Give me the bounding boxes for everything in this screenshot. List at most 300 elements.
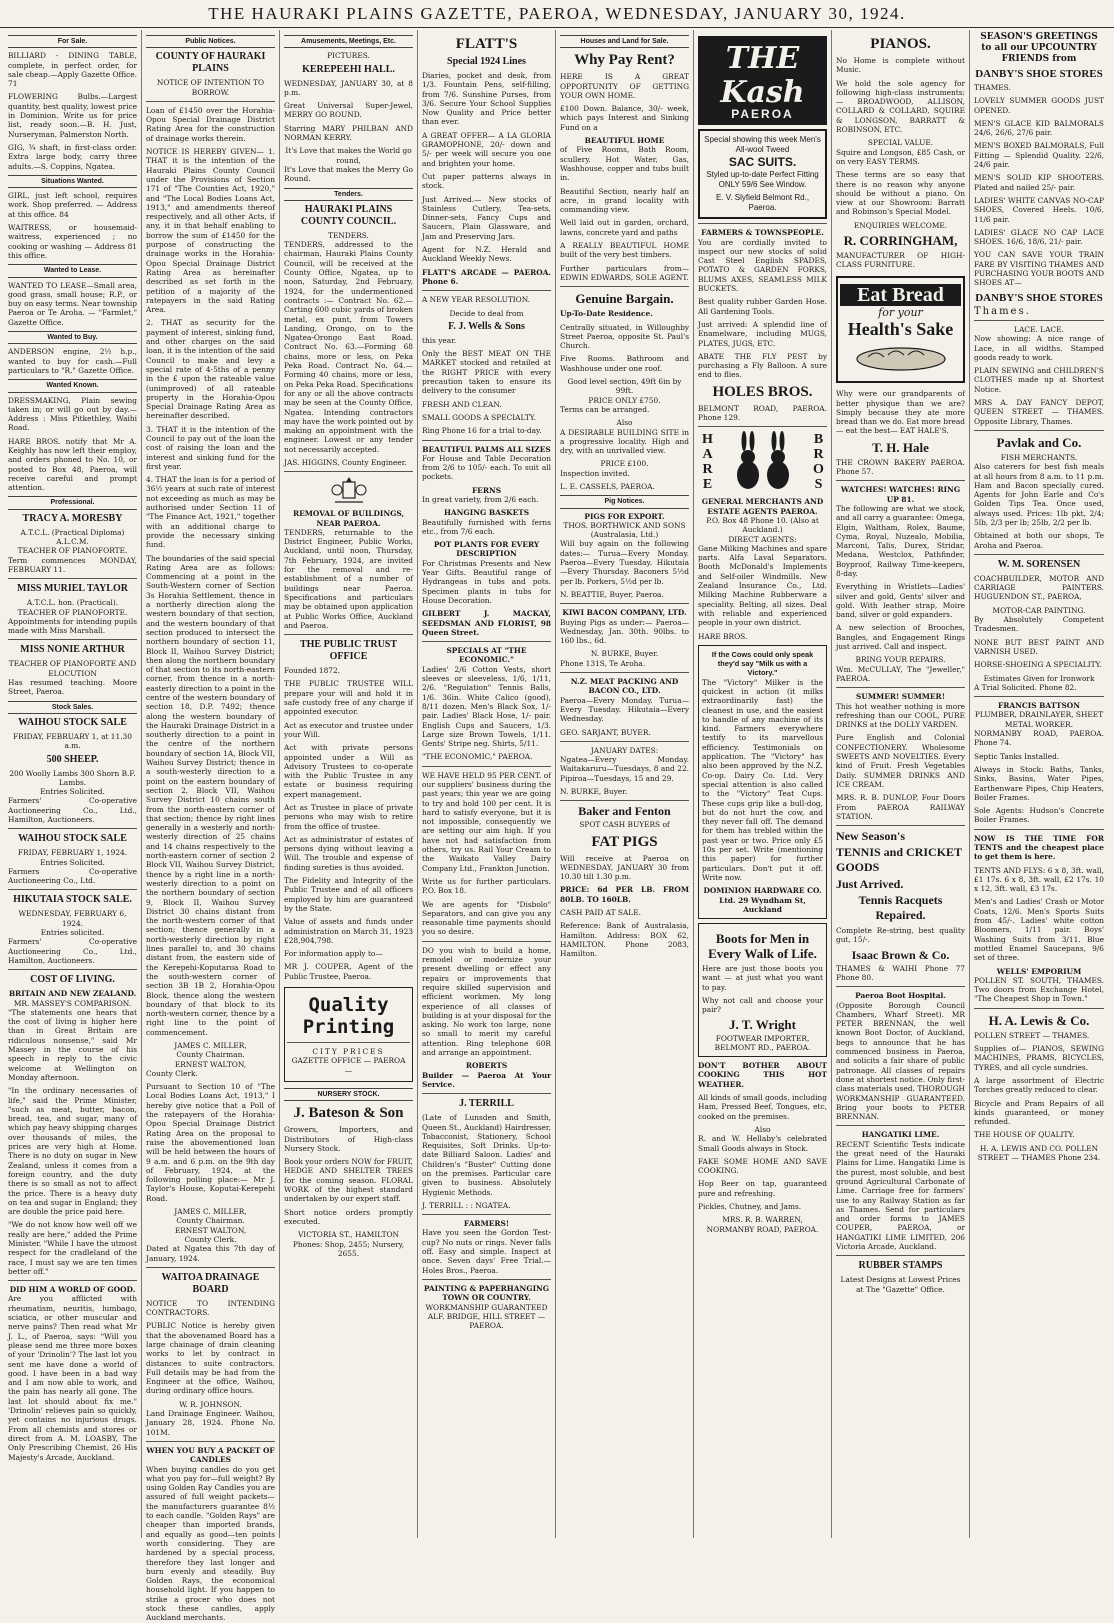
ad-title: HANGING BASKETS bbox=[443, 508, 530, 518]
ad-text: A large assortment of Electric Torches greatly reduced to clear. bbox=[974, 1075, 1104, 1095]
ad-text: N. BURKE, Buyer. bbox=[590, 649, 659, 659]
ad-title: Health's Sake bbox=[847, 318, 954, 339]
classified-ad: ANDERSON engine, 2½ h.p., wanted to buy for cash.—Full particulars to "R." Gazette Office. bbox=[8, 347, 137, 375]
ad-text: VICTORIA ST., HAMILTON bbox=[297, 1230, 400, 1240]
section-header: For Sale. bbox=[8, 35, 137, 48]
ad-title: POT PLANTS FOR EVERY DESCRIPTION bbox=[433, 540, 540, 559]
ad-text: HARE BROS. bbox=[698, 631, 748, 641]
classified-ad: DRESSMAKING, Plain sewing taken in; or will go out by day.—Address : Miss Pitkethley, Waihi Road. bbox=[8, 395, 137, 433]
ad-title: HOLES BROS. bbox=[712, 383, 813, 400]
ad-title: Eat Bread bbox=[840, 284, 961, 306]
ad-text: Pickles, Chutney, and Jams. bbox=[698, 1202, 802, 1212]
column-4 bbox=[418, 30, 556, 1538]
ad-text: NONE BUT BEST PAINT AND VARNISH USED. bbox=[974, 637, 1104, 656]
article-paragraph: Are you afflicted with rheumatism, neuritis, lumbago, sciatica, or other muscular and nerve pains? Then read what Mr J. L., of Paeroa, says: "Will you please send me three more boxes of your 'Drinolin'? The last lot you sent me have done a world of good. I have been in a bad way and I am now able to work, and the pain has nearly all gone. The last lot should about fix me." 'Drinolin' relieves pain so quickly, yet contains no injurious drugs. From all chemists and stores or direct from A. M. LOASBY, The Only Prescribing Chemist, 26 His Majesty's Arcade, Auckland. bbox=[8, 1294, 137, 1462]
classified-ad: FLOWERING Bulbs.—Largest quantity, best quality, lowest price in Dominion. Write us for price list, ready soon.—B. H. Just, Nurseryman, Palmerston North. bbox=[8, 92, 137, 139]
ad-text: Now showing: A nice range of Lace, in all widths. Stamped goods ready to work. bbox=[974, 334, 1104, 362]
ad-text: A GREAT OFFER— A LA GLORIA GRAMOPHONE, 20/- down and 5/- per week will secure you one and brighten your home. bbox=[422, 130, 551, 168]
ad-text: Act as Trustee in place of private persons who may wish to retire from the office of trustee. bbox=[284, 803, 413, 831]
signature-role: County Chairman. bbox=[176, 1216, 245, 1226]
ad-text: HERE IS A GREAT OPPORTUNITY OF GETTING YOUR OWN HOME. bbox=[560, 72, 689, 100]
ad-title: THE PUBLIC TRUST OFFICE bbox=[299, 639, 398, 663]
article-paragraph: "We do not know how well off we really are here," added the Prime Minister. "While I have the utmost respect for the cradleland of the race, I must say we are ten times better off." bbox=[8, 1220, 137, 1276]
ad-text: Also bbox=[754, 1124, 771, 1134]
notice-paragraph: Dated at Ngatea this 7th day of January, 1924. bbox=[146, 1244, 275, 1263]
ad-text: £100 Down. Balance, 30/- week, which pays Interest and Sinking Fund on a bbox=[560, 104, 689, 132]
ad-text: Farmers' Co-operative Auctioneering Co., Ltd., Hamilton, Auctioneers. bbox=[8, 796, 137, 824]
signature-name: JAMES C. MILLER, bbox=[174, 1207, 247, 1217]
ad-text: J. TERRILL : : NGATEA. bbox=[422, 1200, 511, 1210]
ad-text: Buying Pigs as under:— Paeroa—Wednesday, Jan. 30th. 90lbs. to 160 lbs., 6d. bbox=[560, 617, 689, 646]
ad-text: Growers, Importers, and Distributors of High-class Nursery Stock. bbox=[284, 1125, 413, 1153]
ad-text: Act as executor and trustee under your Will. bbox=[284, 720, 413, 739]
notice-subtitle: NOTICE TO INTENDING CONTRACTORS. bbox=[146, 1298, 275, 1318]
ad-title: DON'T BOTHER ABOUT COOKING THIS HOT WEATHER. bbox=[698, 1061, 827, 1089]
ad-text: Pure English and Colonial CONFECTIONERY. Wholesome SWEETS AND NOVELTIES. Every kind of Fruit. Fresh Vegetables Daily. SUMMER DRINKS AND ICE CREAM. bbox=[836, 733, 965, 789]
ad-text: The "Victory" Milker is the quickest in action (it milks extraordinarily fast) the cleanest in use, and the easiest to handle of any machine of its kind. Farmers everywhere testify to its marvellous efficiency. Testimonials on application. The "Victory" has also been approved by the N.Z. Co-op. Dairy Co. Ltd. Very special attention is also called to the "Victory" Teat Cups. These cups grip like a bull-dog, but do not hurt the cow, and they never fall off. The demand for them has trebled within the past year or two. Price only £5 10s per set. Write (mentioning this paper) for further particulars. Don't put it off. Write now. bbox=[702, 677, 823, 882]
ad-text: R. and W. Hellaby's celebrated Small Goods always in Stock. bbox=[698, 1134, 827, 1153]
ad-text: FRIDAY, FEBRUARY 1, at 11.30 a.m. bbox=[13, 731, 132, 751]
ad-text: Entries Solicited. bbox=[40, 787, 105, 797]
ad-title: R. CORRINGHAM, bbox=[843, 233, 958, 249]
ad-title: KEREPEEHI HALL. bbox=[302, 63, 395, 75]
ad-title: HIKUTAIA STOCK SALE. bbox=[13, 894, 132, 906]
ad-text: Term commences MONDAY, FEBRUARY 11. bbox=[8, 555, 137, 574]
ad-text: SMALL GOODS A SPECIALTY. bbox=[422, 412, 537, 422]
ad-text: MRS A. DAY FANCY DEPOT, QUEEN STREET — THAMES. Opposite Library, Thames. bbox=[974, 398, 1104, 426]
ad-title: SUMMER! SUMMER! bbox=[856, 692, 945, 702]
notice-paragraph: NOTICE IS HEREBY GIVEN— 1. THAT it is the intention of the Hauraki Plains County Council under the Provisions of Section 171 of "The Counties Act, 1920," and "The Local Bodies Loans Act, 1913," and amendments thereof respectively, and all other Acts, if any, it in that behalf enabling to borrow the sum of £1450 for the purpose of constructing the drainage works in the Horahia-Opou Special Drainage District Rating Area as hereinafter described as set forth in the petition of a majority of the ratepayers in the said Rating Area. bbox=[146, 147, 275, 315]
ad-text: Entries Solicited. bbox=[40, 857, 105, 867]
boots-ad bbox=[698, 923, 827, 1057]
ad-title: TENNIS and CRICKET GOODS bbox=[836, 845, 962, 875]
ad-text: Founded 1872. bbox=[284, 666, 341, 676]
classified-ad: GIRL, just left school, requires work. Shop preferred. — Address at this office. 84 bbox=[8, 191, 137, 219]
ad-title: GENERAL MERCHANTS AND ESTATE AGENTS PAEROA. bbox=[701, 497, 824, 516]
ad-text: Great Universal Super-Jewel, MERRY GO ROUND. bbox=[284, 101, 413, 120]
ad-text: P.O. Box 48 Phone 10. (Also at Auckland.) bbox=[706, 515, 819, 535]
column-8 bbox=[970, 30, 1108, 1538]
ad-title: Printing bbox=[302, 1016, 395, 1039]
ad-text: Gane Milking Machines and spare parts. Alfa Laval Separators. Booth McDonald's Implements and Self-oiler Windmills. New Zealand Insurance Co., Ltd. Milking Machine Rubberware a speciality. Belting, all sizes. Deal with reliable and experienced people in your own district. bbox=[698, 543, 827, 628]
ad-text: Obtained at both our shops, Te Aroha and Paeroa. bbox=[974, 531, 1104, 550]
ad-text: Farmers' Co-operative Auctioneering Co., Ltd., Hamilton, Auctioneers. bbox=[8, 937, 137, 965]
ad-text: PLAIN SEWING and CHILDREN'S CLOTHES made up at Shortest Notice. bbox=[974, 366, 1104, 394]
ad-text: ABATE THE FLY PEST by purchasing a Fly Balloon. A sure end to flies. bbox=[698, 351, 827, 380]
ad-text: BELMONT ROAD, PAEROA. Phone 129. bbox=[698, 403, 827, 423]
signature-name: ERNEST WALTON, bbox=[174, 1225, 247, 1235]
ad-title: Genuine Bargain. bbox=[575, 291, 674, 307]
ad-text: Ring Phone 16 for a trial to-day. bbox=[422, 426, 542, 436]
ad-title: KIWI BACON COMPANY, LTD. bbox=[562, 608, 687, 618]
ad-text: Wm. McCULLAY, The "Jeweller," PAEROA. bbox=[836, 664, 965, 683]
ad-text: MEN'S SOLID KIP SHOOTERS. Plated and nailed 25/- pair. bbox=[974, 173, 1104, 192]
ad-text: POLLEN ST. SOUTH, THAMES. Two doors from Exchange Hotel, "The Cheapest Shop in Town." bbox=[974, 975, 1104, 1004]
ad-text: MR J. COUPER, Agent of the Public Trustee, Paeroa. bbox=[284, 962, 413, 981]
ad-title: HARE bbox=[700, 432, 715, 493]
ad-text: Decide to deal from bbox=[449, 308, 524, 318]
ad-text: Appointments for intending pupils made with Miss Marshall. bbox=[8, 616, 137, 636]
ad-text: FLATT'S ARCADE — PAEROA. Phone 6. bbox=[422, 267, 551, 286]
ad-text: Well laid out in garden, orchard, lawns, concrete yard and paths bbox=[560, 218, 689, 237]
ad-title: Isaac Brown & Co. bbox=[851, 947, 950, 962]
classified-ad: WANTED TO LEASE—Small area, good grass, small house; R.P., or buy on easy terms. Near township Paeroa or Te Aroha. — "Farmlet," Gazette Office. bbox=[8, 280, 137, 327]
victory-milker-ad bbox=[698, 645, 827, 919]
columns bbox=[4, 30, 1110, 1623]
signature-role: County Clerk. bbox=[184, 1234, 237, 1244]
signature-name: JAMES C. MILLER, bbox=[174, 1040, 247, 1050]
ad-text: MOTOR-CAR PAINTING. bbox=[992, 605, 1086, 615]
ad-title: DANBY'S SHOE STORES bbox=[975, 291, 1103, 304]
ad-text: Latest Designs at Lowest Prices at The "Gazette" Office. bbox=[840, 1275, 961, 1294]
ad-text: Only the BEST MEAT ON THE MARKET stocked and retailed at the RIGHT PRICE with every precaution taken to ensure its delivery to the consumer bbox=[422, 349, 551, 396]
ad-text: Supplies of— PIANOS, SEWING MACHINES, PRAMS, BICYCLES, TYRES, and all cycle sundries. bbox=[974, 1044, 1104, 1072]
ad-text: MANUFACTURER OF HIGH-CLASS FURNITURE. bbox=[836, 251, 965, 270]
ad-text: We hold the sole agency for following high-class instruments:— BROADWOOD, ALLISON, COLLARD & COLLARD, SQUIRE & LONGSON, BARRATT & ROBINSON, ETC. bbox=[836, 78, 965, 135]
ad-text: SPOT CASH BUYERS of bbox=[579, 820, 670, 830]
quality-printing-ad bbox=[284, 987, 413, 1082]
ad-title: BROS bbox=[811, 432, 826, 493]
notice-title: HAURAKI PLAINS COUNTY COUNCIL. bbox=[300, 203, 397, 227]
ad-text: Sole Agents: Hudson's Concrete Boiler Frames. bbox=[974, 806, 1104, 825]
notice-title: WAITOA DRAINAGE BOARD bbox=[161, 1271, 260, 1295]
ad-title: Pavlak and Co. bbox=[996, 434, 1082, 450]
ad-text: Will receive at Paeroa on WEDNESDAY, JANUARY 30 from 10.30 till 1.30 p.m. bbox=[560, 853, 689, 882]
ad-title: Special 1924 Lines bbox=[447, 56, 526, 67]
ad-text: THAMES & WAIHI Phone 77 Phone 80. bbox=[836, 963, 965, 982]
ad-text: L. E. CASSELS, PAEROA. bbox=[560, 481, 655, 491]
ad-text: Why were our grandparents of better physique than we are? Simply because they ate more bread than we do. Eat more bread — eat the best— EAT HALE'S. bbox=[836, 389, 965, 436]
ad-text: Beautifully furnished with ferns etc., from 7/6 each. bbox=[422, 517, 551, 536]
ad-title: FLATT'S bbox=[455, 36, 518, 52]
ad-text: By Absolutely Competent Tradesmen. bbox=[974, 615, 1104, 634]
ad-text: Phones: Shop, 2455; Nursery, 2655. bbox=[292, 1239, 405, 1258]
ad-text: Hop Beer on tap, guaranteed pure and refreshing. bbox=[698, 1179, 827, 1198]
ad-text: Best quality rubber Garden Hose. All Gardening Tools. bbox=[698, 297, 827, 316]
classified-ad: HARE BROS. notify that Mr A. Keighly has now left their employ, and orders phoned to No. 10, or posted to Box 48, Paeroa, will receive careful and prompt attention. bbox=[8, 436, 137, 493]
ad-text: No Home is complete without Music. bbox=[836, 56, 965, 75]
notice-subtitle: NOTICE OF INTENTION TO BORROW. bbox=[156, 78, 265, 97]
ad-text: "THE ECONOMIC," PAEROA. bbox=[422, 752, 533, 762]
ad-text: MRS. R. B. WARREN, NORMANBY ROAD, PAEROA. bbox=[706, 1215, 819, 1234]
ad-text: CASH PAID AT SALE. bbox=[560, 908, 641, 918]
ad-text: For House and Table Decoration from 2/6 to 105/- each. To suit all pockets. bbox=[422, 453, 551, 482]
ad-text: PRICE: 6d PER LB. FROM 80LB. TO 160LB. bbox=[560, 885, 689, 904]
signature-name: W. R. JOHNSON. bbox=[179, 1399, 242, 1409]
ad-text: TENTS AND FLYS: 6 x 8, 3ft. wall, £1 17s. 6 x 8, 3ft. wall, £2 17s. 10 x 12, 3ft. wall, £3 17s. bbox=[974, 865, 1104, 894]
ad-text: Centrally situated, in Willoughby Street Paeroa, opposite St. Paul's Church. bbox=[560, 322, 689, 351]
ad-text: Five Rooms. Bathroom and Washhouse under one roof. bbox=[560, 354, 689, 373]
section-header: NURSERY STOCK. bbox=[284, 1088, 413, 1101]
ad-title: THE Kash bbox=[720, 41, 805, 110]
ad-text: LADIES' WHITE CANVAS NO-CAP SHOES, Covered Heels. 10/6, 11/6 pair. bbox=[974, 195, 1104, 224]
ad-text: Write us for further particulars. P.O. Box 18. bbox=[422, 876, 551, 896]
ad-text: E. V. Slyfield Belmont Rd., Paeroa. bbox=[715, 193, 810, 213]
ad-text: Book your orders NOW for FRUIT, HEDGE AND SHELTER TREES for the coming season. FLORAL WORK of the highest standard undertaken by our expert staff. bbox=[284, 1157, 413, 1204]
loaf-icon bbox=[846, 339, 956, 373]
notice-paragraph: Loan of £1450 over the Horahia-Opou Special Drainage District Rating Area for the construction of drainage works therein. bbox=[146, 105, 275, 143]
ad-title: T. H. Hale bbox=[872, 439, 929, 455]
ad-title: PAINTING & PAPERHANGING TOWN OR COUNTRY. bbox=[423, 1283, 550, 1303]
notice-title: COUNTY OF HAURAKI PLAINS bbox=[155, 51, 266, 75]
ad-text: CITY PRICES bbox=[312, 1047, 385, 1057]
ad-text: PRICE ONLY £750. bbox=[588, 395, 661, 405]
ad-text: A DESIRABLE BUILDING SITE in a progressive locality. High and dry, with an unrivalled view. bbox=[560, 427, 689, 456]
column-3 bbox=[280, 30, 418, 1538]
ad-text: The following are what we stock, and all carry a guarantee: Omega, Elgin, Waltham, Rolex, Baume, Cyma, Royal, Nuzealo, Mobilia, Marconi, Talis, Durex, Stridar, Medana, Westclox, Pathfinder, Boyproof, Railway Time-keepers, 8-day. bbox=[836, 503, 965, 578]
ad-text: This hot weather nothing is more refreshing than our COOL, PURE DRINKS at the DOLLY VARDEN. bbox=[836, 701, 965, 730]
ad-text: PICTURES. bbox=[327, 51, 370, 61]
ad-text: POLLEN STREET — THAMES. bbox=[974, 1030, 1090, 1040]
section-header: Public Notices. bbox=[146, 35, 275, 48]
ad-title: FRANCIS BATTSON bbox=[998, 701, 1080, 711]
ad-text: NORMANBY ROAD, PAEROA. Phone 74. bbox=[974, 729, 1104, 748]
ad-text: Diaries, pocket and desk, from 1/3. Fountain Pens, self-filling, from 7/6. Sunshine Purses, from 3/6. Secure Your School Supplies Now Quality and Price better than ever. bbox=[422, 71, 551, 127]
ad-title: Just Arrived. bbox=[836, 877, 904, 892]
ad-title: FERNS bbox=[471, 485, 502, 495]
ad-title: F. J. Wells & Sons bbox=[448, 320, 525, 332]
ad-title: WATCHES! WATCHES! RING UP 81. bbox=[840, 485, 961, 504]
ad-text: Paeroa—Every Monday. Turua—Every Tuesday. Hikutaia—Every Wednesday. bbox=[560, 695, 689, 724]
ad-text: SPECIAL VALUE. bbox=[867, 138, 934, 148]
ad-title: LACE. LACE. bbox=[1014, 324, 1064, 334]
ad-title: N.Z. MEAT PACKING AND BACON CO., LTD. bbox=[570, 677, 679, 696]
signature-role: County Chairman. bbox=[176, 1050, 245, 1060]
ad-text: Also caterers for best fish meals at all hours from 8 a.m. to 11 p.m. Ham and Bacon specially cured. Agents for John Earle and Co's Golden Tips Tea. Once used, always used. Prices: 1lb pkt, 2/4; 5lb, 2/3 per lb; 25lb, 2/2 per lb. bbox=[974, 462, 1104, 527]
ad-title: SEASON'S GREETINGS to all our UPCOUNTRY FRIENDS from bbox=[980, 32, 1098, 64]
notice-paragraph: TENDERS, addressed to the chairman, Hauraki Plains County Council, will be received at the County Office, Ngatea, up to noon, Saturday, 2nd February, 1924, for the undermentioned contracts :— Contract No. 62.—Carting 600 cubic yards of broken metal, ex punt, from Towers Landing, Orongo, on to the Ngatea-Orongo East Road. Contract No. 63.—Forming 68 chains, more or less, on Peka Peka Road. Contract No. 64.—Forming 40 chains, more or less, on Peka Peka Road. Specifications for any or all the above contracts may be seen at the County Office, Ngatea. Intending contractors may have the work pointed out by making an appointment with the engineer. Lowest or any tender not necessarily accepted. bbox=[284, 240, 413, 454]
ad-title: SAC SUITS. bbox=[728, 155, 797, 170]
ad-text: DIRECT AGENTS: bbox=[728, 534, 797, 544]
column-2 bbox=[142, 30, 280, 1623]
ad-title: ROBERTS bbox=[465, 1061, 508, 1071]
ad-text: A new selection of Brooches, Bangles, and Engagement Rings just arrived. Call and inspect. bbox=[836, 623, 965, 652]
hare-icon bbox=[728, 431, 798, 493]
hare-bros-logo bbox=[698, 431, 827, 493]
ad-title: PIANOS. bbox=[870, 36, 931, 52]
ad-text: Agent for N.Z. Herald and Auckland Weekly News. bbox=[422, 245, 551, 264]
ad-text: GEO. SARJANT, BUYER. bbox=[560, 727, 651, 737]
ad-text: Phone 131S, Te Aroha. bbox=[560, 658, 646, 668]
ad-title: PAEROA bbox=[731, 107, 794, 121]
ad-text: TEACHER OF PIANOFORTE. bbox=[17, 607, 128, 617]
notice-paragraph: 3. THAT it is the intention of the Council to pay out of the loan the cost of raising the loan and the interest and sinking fund for the first year. bbox=[146, 424, 275, 471]
ad-title: W. M. SORENSEN bbox=[997, 558, 1081, 570]
ad-text: this year. bbox=[422, 335, 457, 345]
ad-text: FRESH AND CLEAN. bbox=[422, 399, 502, 409]
signature-name: ERNEST WALTON, bbox=[174, 1059, 247, 1069]
ad-title: MISS NONIE ARTHUR bbox=[20, 644, 125, 656]
ad-text: Men's and Ladies' Crash or Motor Coats, 12/6. Men's Sports Suits from 45/-. Ladies' white cotton Bloomers, 1/11 pair. Boys' Washing Suits from 3/11. Blue mottled Enamel Saucepans, 9/6 set of three. bbox=[974, 897, 1104, 963]
kash-logo bbox=[698, 36, 827, 125]
ad-title: FARMERS! bbox=[463, 1219, 510, 1229]
ad-text: YOU CAN SAVE YOUR TRAIN FARE BY VISITING THAMES AND PURCHASING YOUR BOOTS AND SHOES AT— bbox=[974, 250, 1104, 288]
ad-text: HORSE-SHOEING A SPECIALITY. bbox=[974, 660, 1102, 670]
ad-text: Entries solicited. bbox=[40, 928, 105, 938]
ad-text: THE HOUSE OF QUALITY. bbox=[974, 1130, 1075, 1140]
ad-text: Bicycle and Pram Repairs of all kinds guaranteed, or money refunded. bbox=[974, 1098, 1104, 1127]
ad-text: DO you wish to build a home, remodel or modernize your present dwelling or effect any repairs or improvements that require skilled supervision and efficient workmen. My long experience of all classes of building is at your disposal for the asking. No work too large, none so small to merit my careful attention. Ring telephone 60R and arrange an appointment. bbox=[422, 945, 551, 1058]
ad-text: Beautiful Section, nearly half an acre, in grand locality with commanding view. bbox=[560, 186, 689, 215]
ad-text: Also bbox=[616, 418, 633, 428]
ad-text: FRIDAY, FEBRUARY 1, 1924. bbox=[17, 848, 128, 858]
column-7 bbox=[832, 30, 970, 1538]
ad-text: When buying candles do you get what you pay for—full weight? By using Golden Ray Candles you are assured of full weight packets—the manufacturers guarantee 8½ to each candle. "Golden Rays" are cheaper than imported brands, and equally as good—ten points worth considering. They are hardened by a special process, therefore they last longer and burn evenly and steadily. Buy Golden Rays, the economical household light. If you happen to strike a grocer who does not stock these candles, apply Auckland merchants. bbox=[146, 1464, 275, 1623]
ad-title: TRACY A. MORESBY bbox=[22, 512, 123, 524]
ad-text: Builder — Paeroa At Your Service. bbox=[422, 1070, 551, 1089]
signature-name: JAS. HIGGINS, County Engineer. bbox=[284, 457, 407, 467]
notice-paragraph: The boundaries of the said special Rating Area are as follows: Commencing at a point in the South-Western corner of Section 3s Horahia Settlement, thence in a northerly direction along the western boundary of that section, and the western boundary of that section produced to intersect the northern boundary of section 11, Block II, Waihou Survey District; then along the northern boundary of that section to its north-eastern corner, from thence in a north-easterly direction to a point in the centre of the western boundary of section 18, D.P. 7492; thence along the western boundary of the Hauraki Drainage District in a southerly direction to a point in the centre of the northern boundary of section 1A, Block VII, Waihou Survey District; thence in a south-westerly direction to a point on the eastern boundary of section 2, Block VII, Waihou Survey District 10 chains south from the north-eastern corner of that section; thence by right lines generally in a westerly and north-westerly direction of 25 chains and 14 chains respectively to the north-eastern corner of section 2 Block VII, Waihou Survey District, thence by a right line in a north-westerly direction to a point on the northern boundary of section 9, Block II, Waihou Survey District 30 chains distant from the north-western corner of that section; thence generally in a north-westerly direction by right lines parallel to, and 30 chains distant from, the eastern side of the Kerepehi-Koputaroa Road to the south-western corner of section 3B 1B 2, Horahia-Opou Block, thence along the western boundary of that block to its north-western corner, thence by a right line to the point of commencement. bbox=[146, 553, 275, 1037]
ad-text: Here are just those boots you want — at just what you want to pay. bbox=[702, 964, 823, 992]
kash-ad bbox=[698, 129, 827, 219]
ad-text: For Christmas Presents and New Year Gifts. Beautiful range of Hydrangeas in tubs and pots. Specimen plants in tubs for House Decoration. bbox=[422, 558, 551, 605]
notice-subtitle: TENDERS. bbox=[328, 230, 369, 240]
ad-text: Has resumed teaching. Moore Street, Paeroa. bbox=[8, 678, 137, 697]
ad-text: It's Love that makes the World go round, bbox=[285, 146, 412, 165]
section-header: Tenders. bbox=[284, 188, 413, 201]
notice-paragraph: PUBLIC Notice is hereby given that the abovenamed Board has a large chainage of drain cleaning works to let by contract in distances to suite contractors. Full details may be had from the Engineer at the office, Waihou, during ordinary office hours. bbox=[146, 1321, 275, 1396]
ad-text: Ngatea—Every Monday. Waitakaruru—Tuesdays, 8 and 22. Pipiroa—Tuesdays, 15 and 29. bbox=[560, 755, 689, 783]
ad-text: of Five Rooms, Bath Room, scullery. Hot Water, Gas, Washhouse, copper and tubs built in. bbox=[560, 145, 689, 183]
ad-title: SPECIALS AT "THE ECONOMIC." bbox=[446, 646, 527, 665]
classified-ad: WAITRESS, or housemaid-waitress, experienced ; no cooking or washing — Address 81 this office. bbox=[8, 223, 137, 260]
ad-text: Just Arrived.— New stocks of Stainless Cutlery, Tea-sets, Dinner-sets, Fancy Cups and Saucers, Plain Glassware, and Jam and Preserving Jars. bbox=[422, 194, 551, 241]
ad-text: These terms are so easy that there is no reason why anyone should be without a piano. On view at our Showroom: Barratt and Robinson's Special Model. bbox=[836, 170, 965, 217]
ad-text: THE PUBLIC TRUSTEE WILL prepare your will and hold it in safe custody free of any charge if appointed executor. bbox=[284, 679, 413, 717]
ad-title: BEAUTIFUL PALMS ALL SIZES bbox=[422, 444, 551, 454]
ad-text: In great variety, from 2/6 each. bbox=[422, 494, 539, 504]
notice-paragraph: 2. THAT as security for the payment of interest, sinking fund, and other charges on the said loan, it is the intention of the said Council to make and levy a special rate of 4-5ths of a penny in the £ upon the rateable value (unimproved) of all rateable property in the Horahia-Opou Special Drainage Rating Area as hereinafter described. bbox=[146, 318, 275, 421]
ad-text: Will buy again on the following dates:— Turua—Every Monday. Paeroa—Every Tuesday. Hikutaia—Every Thursday. Baconers 5½d per lb. Porkers, 5½d per lb. bbox=[560, 539, 689, 586]
ad-title: MISS MURIEL TAYLOR bbox=[17, 583, 128, 595]
ad-text: THAMES. bbox=[974, 83, 1011, 92]
ad-text: Ladies' 2/6 Cotton Vests, short sleeves or sleeveless, 1/6, 1/11, 2/6. "Regulation" Tennis Balls, 1/6. 36in. White Calico (good), 8/11 dozen. Men's Black Sox, 1/- pair. Ladies' Black Hose, 1/- pair. English Cups and Saucers, 1/3. Large size Brown Towels, 1/11. Gents' Stripe neg. Shirts, 5/11. bbox=[422, 664, 551, 749]
column-5 bbox=[556, 30, 694, 1538]
ad-title: WAIHOU STOCK SALE bbox=[18, 716, 127, 728]
ad-title: FAT PIGS bbox=[591, 833, 658, 850]
ad-title: Up-To-Date Residence. bbox=[560, 309, 653, 319]
ad-text: Have you seen the Gordon Test-cup? No nuts or rings. Never falls off. Easy and simple. Inspect at once. Seven days' Free Trial.—Holes Bros., Paeroa. bbox=[422, 1228, 551, 1275]
ad-title: Why Pay Rent? bbox=[574, 52, 675, 69]
ad-text: MEN'S GLACE KID BALMORALS 24/6, 26/6, 27/6 pair. bbox=[974, 118, 1104, 138]
ad-text: TEACHER OF PIANOFORTE AND ELOCUTION bbox=[8, 659, 137, 678]
ad-text: WEDNESDAY, FEBRUARY 6, 1924. bbox=[18, 909, 127, 928]
classified-ad: GIG, ¾ shaft, in first-class order. Extra large body, carry three adults.—S. Coppins, Ngatea. bbox=[8, 142, 137, 171]
article-subhead: MR. MASSEY'S COMPARISON. bbox=[13, 998, 132, 1008]
ad-text: Value of assets and funds under administration on March 31, 1923 £28,904,798. bbox=[284, 917, 413, 945]
ad-text: 200 Woolly Lambs 300 Shorn B.F. Lambs. bbox=[9, 768, 136, 787]
ad-text: N. BURKE, Buyer. bbox=[560, 787, 628, 796]
ad-text: WE HAVE HELD 95 PER CENT. of our suppliers' business during the past years; this year we are going to try and hold 100 per cent. It is hard to satisfy everyone, but it is not impossible, consequently we are setting our aim high. If you have not had satisfaction from others, try us. Rail Your Cream to the Waikato Valley Dairy Company Ltd., Frankton Junction. bbox=[422, 770, 551, 873]
ad-title: BEAUTIFUL HOME bbox=[584, 136, 665, 146]
ad-text: FISH MERCHANTS. bbox=[1000, 452, 1078, 462]
ad-title: FARMERS & TOWNSPEOPLE. bbox=[701, 228, 824, 238]
ad-text: A Trial Solicited. Phone 82. bbox=[974, 682, 1077, 692]
ad-text: THE CROWN BAKERY PAEROA. Phone 57. bbox=[836, 457, 965, 477]
ad-text: WEDNESDAY, JANUARY 30, at 8 p.m. bbox=[284, 78, 413, 97]
ad-text: Good level section, 49ft 6in by 99ft. bbox=[567, 377, 682, 396]
section-header: Houses and Land for Sale. bbox=[560, 35, 689, 48]
ad-text: (Opposite Borough Council Chambers, Wharf Street). MR PETER BRENNAN, the well known Boot Doctor, of Auckland, begs to announce that he has commenced business in Paeroa, and solicits a fair share of public patronage. All classes of repairs done at shortest notice. Only first-class materials used. THOROUGH WORKMANSHIP GUARANTEED. Bring your boots to PETER BRENNAN. bbox=[836, 1000, 965, 1122]
ad-title: JANUARY DATES: bbox=[590, 745, 659, 755]
section-header: Pig Notices. bbox=[560, 495, 689, 508]
ad-text: MRS. R. B. DUNLOP, Four Doors From PAEROA RAILWAY STATION. bbox=[836, 793, 965, 821]
article-paragraph: "The statements one hears that the cost of living is higher here than in Great Britain are ridiculous nonsense," said Mr Massey in the course of his speech in reply to the civic welcome at Wellington on Monday afternoon. bbox=[8, 1007, 137, 1082]
classified-ad: BILLIARD - DINING TABLE, complete, in perfect order, for sale cheap.—Apply Gazette Office. 71 bbox=[8, 51, 137, 89]
signature-role: County Clerk. bbox=[146, 1068, 198, 1078]
ad-text: Farmers Co-operative Auctioneering Co., Ltd. bbox=[8, 866, 137, 886]
ad-text: COACHBUILDER, MOTOR AND CARRIAGE PAINTERS. HUGUENDON ST., PAEROA, bbox=[974, 573, 1104, 602]
bread-ad bbox=[836, 276, 965, 384]
ad-text: DOMINION HARDWARE CO. Ltd. 29 Wyndham St, Auckland bbox=[703, 886, 822, 914]
ad-text: Act as administrator of estates of persons dying without leaving a Will. The trouble and expense of finding sureties is thus avoided. bbox=[284, 834, 413, 872]
ad-text: A REALLY BEAUTIFUL HOME built of the very best timbers. bbox=[560, 241, 689, 260]
section-header: Wanted Known. bbox=[8, 379, 137, 392]
section-header: Wanted to Lease. bbox=[8, 264, 137, 277]
ad-text: Short notice orders promptly executed. bbox=[284, 1207, 413, 1226]
ad-text: GAZETTE OFFICE — PAEROA — bbox=[291, 1056, 406, 1075]
ad-title: HANGATIKI LIME. bbox=[861, 1130, 940, 1140]
notice-paragraph: TENDERS, returnable to the District Engineer, Public Works, Auckland, until noon, Thursday, 7th February, 1924, are invited for the removal and re-establishment of a number of buildings near Paeroa. Specifications and particulars may be obtained upon application at Public Works Office, Auckland and Paeroa. bbox=[284, 527, 413, 630]
ad-text: Complete Re-string, best quality gut, 15/-. bbox=[836, 926, 965, 945]
ad-title: Quality bbox=[308, 994, 389, 1017]
ad-text: BRING YOUR REPAIRS. bbox=[855, 655, 946, 665]
ad-text: FOOTWEAR IMPORTER, BELMONT RD., PAEROA. bbox=[714, 1033, 811, 1052]
ad-title: A NEW YEAR RESOLUTION. bbox=[422, 295, 531, 305]
ad-text: Special showing this week Men's All-wool Tweed bbox=[704, 135, 821, 155]
section-header: Amusements, Meetings, Etc. bbox=[284, 35, 413, 48]
notice-paragraph: Pursuant to Section 10 of "The Local Bodies Loans Act, 1913," I hereby give notice that a Poll of the ratepayers of the Horahia-Opou Special Drainage District Rating Area on the proposal to raise the abovementioned loan will be held between the hours of 9 a.m. and 6 p.m. on the 9th day of February, 1924, at the following polling place:— Mr J. Taylor's House, Koputai-Kerepehi Road. bbox=[146, 1082, 275, 1203]
ad-text: GILBERT J. MACKAY, SEEDSMAN AND FLORIST, 98 Queen Street. bbox=[422, 609, 551, 637]
ad-text: WORKMANSHIP GUARANTEED bbox=[425, 1302, 548, 1312]
ad-text: Inspection invited. bbox=[560, 468, 630, 478]
ad-text: We are agents for "Disbolo" Separators, and can give you any reasonable time payments should you so desire. bbox=[422, 899, 551, 937]
ad-text: All kinds of small goods, including Ham, Pressed Beef, Tongues, etc, cooked on the premises. bbox=[698, 1093, 827, 1121]
ad-text: A.T.C.L. (Practical Diploma) A.L.C.M. bbox=[20, 527, 125, 547]
ad-title: If the Cows could only speak they'd say "Milk us with a Victory." bbox=[711, 649, 814, 678]
section-header: Stock Sales. bbox=[8, 701, 137, 714]
ad-title: J. T. Wright bbox=[729, 1016, 796, 1032]
ad-text: Just arrived: A splendid line of Enamelware, including MUGS, PLATES, JUGS, ETC. bbox=[698, 319, 827, 348]
ad-text: Reference: Bank of Australasia, Hamilton. Address: BOX 62, HAMILTON. Phone 2083, Hamilton. bbox=[560, 921, 689, 959]
ad-text: For information apply to— bbox=[284, 949, 383, 959]
ad-title: Baker and Fenton bbox=[578, 804, 671, 819]
ad-text: It's Love that makes the Merry Go Round. bbox=[284, 164, 413, 184]
notice-title: REMOVAL OF BUILDINGS, NEAR PAEROA. bbox=[292, 509, 405, 528]
ad-text: ENQUIRIES WELCOME. bbox=[853, 220, 948, 230]
ad-title: WHEN YOU BUY A PACKET OF CANDLES bbox=[146, 1445, 275, 1465]
ad-text: LADIES' GLACE NO CAP LACE SHOES. 16/6, 18/6, 21/- pair. bbox=[974, 227, 1104, 247]
ad-title: Paeroa Boot Hospital. bbox=[855, 991, 946, 1001]
ad-text: Everything in Wristlets—Ladies' silver and gold, Gents' silver and gold. With leather strap, Moire band, silver or gold expanders. bbox=[836, 582, 965, 620]
article-paragraph: "In the ordinary necessaries of life," said the Prime Minister, "such as meat, butter, bacon, bread, tea, and sugar, many of which pay heavy shipping charges over thousands of miles, the prices are very high at Home. There is no duty on sugar in New Zealand, unless it comes from a foreign country, and the duty there is so small as not to affect the price. There is a heavy duty on tea and sugar in England; they are double the price paid here. bbox=[8, 1086, 137, 1217]
ad-title: Boots for Men in Every Walk of Life. bbox=[708, 931, 817, 962]
column-1 bbox=[4, 30, 142, 1538]
ad-title: 500 SHEEP. bbox=[46, 753, 99, 765]
ad-text: Cut paper patterns always in stock. bbox=[422, 171, 551, 191]
ad-text: N. BEATTIE, Buyer, Paeroa. bbox=[560, 589, 664, 599]
section-header: Situations Wanted. bbox=[8, 175, 137, 188]
ad-title: WELLS' EMPORIUM bbox=[996, 966, 1082, 976]
ad-text: Why not call and choose your pair? bbox=[702, 996, 823, 1015]
signature-role: Land Drainage Engineer. Waihou, January 28, 1924. Phone No. 101M. bbox=[146, 1409, 275, 1437]
ad-text: THOS. BORTHWICK AND SONS (Australasia, Ltd.) bbox=[563, 520, 686, 540]
ad-text: PLUMBER, DRAINLAYER, SHEET METAL WORKER. bbox=[974, 710, 1104, 729]
ad-title: RUBBER STAMPS bbox=[858, 1260, 943, 1272]
ad-text: MEN'S BOXED BALMORALS, Full Fitting — Splendid Quality. 22/6, 24/6 pair. bbox=[974, 141, 1104, 170]
ad-text: Always in Stock: Baths, Tanks, Sinks, Basins, Water Pipes, Earthenware Pipes, Chip Heaters, Boiler Frames. bbox=[974, 764, 1104, 802]
ad-title: WAIHOU STOCK SALE bbox=[18, 833, 127, 845]
